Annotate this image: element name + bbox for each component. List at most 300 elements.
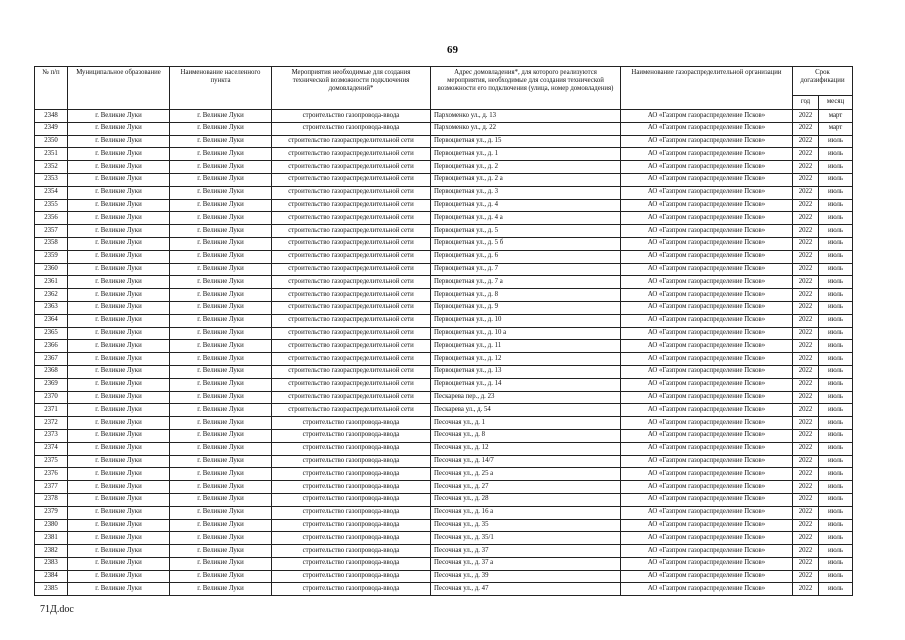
cell-organization: АО «Газпром газораспределение Псков» xyxy=(621,301,793,314)
cell-municipality: г. Великие Луки xyxy=(68,532,170,545)
cell-organization: АО «Газпром газораспределение Псков» xyxy=(621,429,793,442)
cell-settlement: г. Великие Луки xyxy=(170,199,272,212)
cell-address: Песочная ул., д. 37 а xyxy=(431,557,621,570)
cell-settlement: г. Великие Луки xyxy=(170,455,272,468)
cell-month: июль xyxy=(819,327,853,340)
cell-organization: АО «Газпром газораспределение Псков» xyxy=(621,353,793,366)
table-row xyxy=(35,583,853,596)
cell-organization: АО «Газпром газораспределение Псков» xyxy=(621,532,793,545)
cell-organization: АО «Газпром газораспределение Псков» xyxy=(621,442,793,455)
cell-num: 2360 xyxy=(35,263,68,276)
cell-organization: АО «Газпром газораспределение Псков» xyxy=(621,199,793,212)
cell-address: Первоцветная ул., д. 4 а xyxy=(431,212,621,225)
cell-num: 2380 xyxy=(35,519,68,532)
cell-settlement: г. Великие Луки xyxy=(170,186,272,199)
cell-organization: АО «Газпром газораспределение Псков» xyxy=(621,250,793,263)
cell-num: 2374 xyxy=(35,442,68,455)
cell-municipality: г. Великие Луки xyxy=(68,250,170,263)
cell-num: 2376 xyxy=(35,468,68,481)
cell-settlement: г. Великие Луки xyxy=(170,263,272,276)
cell-municipality: г. Великие Луки xyxy=(68,442,170,455)
cell-address: Песочная ул., д. 1 xyxy=(431,417,621,430)
cell-measure: строительство газораспределительной сети xyxy=(272,161,431,174)
cell-year: 2022 xyxy=(793,250,819,263)
cell-municipality: г. Великие Луки xyxy=(68,289,170,302)
cell-municipality: г. Великие Луки xyxy=(68,391,170,404)
cell-measure: строительство газопровода-ввода xyxy=(272,481,431,494)
table-row xyxy=(35,135,853,148)
cell-month: июль xyxy=(819,135,853,148)
cell-num: 2359 xyxy=(35,250,68,263)
table-row xyxy=(35,557,853,570)
gasification-table xyxy=(34,66,853,596)
cell-measure: строительство газораспределительной сети xyxy=(272,391,431,404)
cell-month: март xyxy=(819,122,853,135)
cell-year: 2022 xyxy=(793,199,819,212)
cell-organization: АО «Газпром газораспределение Псков» xyxy=(621,519,793,532)
table-row xyxy=(35,276,853,289)
cell-municipality: г. Великие Луки xyxy=(68,365,170,378)
cell-organization: АО «Газпром газораспределение Псков» xyxy=(621,276,793,289)
cell-organization: АО «Газпром газораспределение Псков» xyxy=(621,263,793,276)
cell-address: Первоцветная ул., д. 9 xyxy=(431,301,621,314)
cell-municipality: г. Великие Луки xyxy=(68,327,170,340)
cell-month: июль xyxy=(819,493,853,506)
cell-month: июль xyxy=(819,173,853,186)
cell-year: 2022 xyxy=(793,417,819,430)
cell-num: 2355 xyxy=(35,199,68,212)
cell-year: 2022 xyxy=(793,135,819,148)
cell-municipality: г. Великие Луки xyxy=(68,199,170,212)
cell-organization: АО «Газпром газораспределение Псков» xyxy=(621,506,793,519)
cell-year: 2022 xyxy=(793,545,819,558)
cell-year: 2022 xyxy=(793,378,819,391)
cell-measure: строительство газораспределительной сети xyxy=(272,212,431,225)
cell-num: 2349 xyxy=(35,122,68,135)
cell-num: 2354 xyxy=(35,186,68,199)
cell-month: июль xyxy=(819,225,853,238)
cell-month: июль xyxy=(819,404,853,417)
cell-municipality: г. Великие Луки xyxy=(68,161,170,174)
cell-month: июль xyxy=(819,250,853,263)
cell-address: Первоцветная ул., д. 6 xyxy=(431,250,621,263)
table-row xyxy=(35,173,853,186)
cell-year: 2022 xyxy=(793,263,819,276)
cell-num: 2381 xyxy=(35,532,68,545)
cell-year: 2022 xyxy=(793,212,819,225)
table-row xyxy=(35,186,853,199)
cell-measure: строительство газораспределительной сети xyxy=(272,263,431,276)
cell-measure: строительство газораспределительной сети xyxy=(272,404,431,417)
cell-settlement: г. Великие Луки xyxy=(170,289,272,302)
cell-settlement: г. Великие Луки xyxy=(170,545,272,558)
cell-measure: строительство газораспределительной сети xyxy=(272,148,431,161)
cell-address: Первоцветная ул., д. 8 xyxy=(431,289,621,302)
cell-municipality: г. Великие Луки xyxy=(68,557,170,570)
table-row xyxy=(35,493,853,506)
table-row xyxy=(35,225,853,238)
cell-num: 2366 xyxy=(35,340,68,353)
cell-measure: строительство газораспределительной сети xyxy=(272,353,431,366)
cell-organization: АО «Газпром газораспределение Псков» xyxy=(621,327,793,340)
cell-address: Первоцветная ул., д. 5 б xyxy=(431,237,621,250)
cell-organization: АО «Газпром газораспределение Псков» xyxy=(621,173,793,186)
cell-municipality: г. Великие Луки xyxy=(68,493,170,506)
cell-settlement: г. Великие Луки xyxy=(170,327,272,340)
cell-num: 2371 xyxy=(35,404,68,417)
cell-municipality: г. Великие Луки xyxy=(68,506,170,519)
cell-year: 2022 xyxy=(793,391,819,404)
cell-month: июль xyxy=(819,545,853,558)
cell-municipality: г. Великие Луки xyxy=(68,481,170,494)
cell-municipality: г. Великие Луки xyxy=(68,212,170,225)
cell-settlement: г. Великие Луки xyxy=(170,340,272,353)
cell-address: Песочная ул., д. 28 xyxy=(431,493,621,506)
cell-address: Первоцветная ул., д. 3 xyxy=(431,186,621,199)
cell-month: июль xyxy=(819,340,853,353)
cell-num: 2356 xyxy=(35,212,68,225)
cell-num: 2364 xyxy=(35,314,68,327)
cell-municipality: г. Великие Луки xyxy=(68,173,170,186)
cell-settlement: г. Великие Луки xyxy=(170,365,272,378)
cell-address: Песочная ул., д. 35/1 xyxy=(431,532,621,545)
table-row xyxy=(35,417,853,430)
cell-measure: строительство газораспределительной сети xyxy=(272,276,431,289)
cell-year: 2022 xyxy=(793,289,819,302)
cell-num: 2361 xyxy=(35,276,68,289)
cell-address: Песочная ул., д. 37 xyxy=(431,545,621,558)
cell-organization: АО «Газпром газораспределение Псков» xyxy=(621,340,793,353)
cell-measure: строительство газопровода-ввода xyxy=(272,545,431,558)
cell-address: Песочная ул., д. 27 xyxy=(431,481,621,494)
table-row xyxy=(35,455,853,468)
cell-year: 2022 xyxy=(793,237,819,250)
cell-month: июль xyxy=(819,519,853,532)
cell-measure: строительство газопровода-ввода xyxy=(272,493,431,506)
cell-measure: строительство газораспределительной сети xyxy=(272,340,431,353)
cell-municipality: г. Великие Луки xyxy=(68,353,170,366)
cell-month: июль xyxy=(819,148,853,161)
table-row xyxy=(35,340,853,353)
table-row xyxy=(35,237,853,250)
table-row xyxy=(35,289,853,302)
table-row xyxy=(35,122,853,135)
cell-address: Песочная ул., д. 16 а xyxy=(431,506,621,519)
cell-month: июль xyxy=(819,442,853,455)
cell-municipality: г. Великие Луки xyxy=(68,110,170,123)
cell-settlement: г. Великие Луки xyxy=(170,532,272,545)
cell-settlement: г. Великие Луки xyxy=(170,353,272,366)
cell-month: июль xyxy=(819,365,853,378)
table-row xyxy=(35,365,853,378)
cell-address: Пескарева ул., д. 54 xyxy=(431,404,621,417)
cell-settlement: г. Великие Луки xyxy=(170,135,272,148)
cell-organization: АО «Газпром газораспределение Псков» xyxy=(621,391,793,404)
header-organization: Наименование газораспределительной организации xyxy=(621,67,793,110)
cell-address: Пархоменко ул., д. 22 xyxy=(431,122,621,135)
cell-year: 2022 xyxy=(793,468,819,481)
cell-month: июль xyxy=(819,212,853,225)
cell-month: июль xyxy=(819,186,853,199)
cell-organization: АО «Газпром газораспределение Псков» xyxy=(621,481,793,494)
cell-address: Первоцветная ул., д. 7 а xyxy=(431,276,621,289)
cell-year: 2022 xyxy=(793,365,819,378)
cell-measure: строительство газопровода-ввода xyxy=(272,429,431,442)
cell-year: 2022 xyxy=(793,327,819,340)
cell-num: 2385 xyxy=(35,583,68,596)
cell-measure: строительство газораспределительной сети xyxy=(272,250,431,263)
cell-organization: АО «Газпром газораспределение Псков» xyxy=(621,289,793,302)
cell-month: июль xyxy=(819,289,853,302)
cell-organization: АО «Газпром газораспределение Псков» xyxy=(621,455,793,468)
cell-num: 2362 xyxy=(35,289,68,302)
table-row xyxy=(35,404,853,417)
page-number: 69 xyxy=(447,44,458,56)
cell-measure: строительство газораспределительной сети xyxy=(272,327,431,340)
cell-organization: АО «Газпром газораспределение Псков» xyxy=(621,557,793,570)
cell-num: 2350 xyxy=(35,135,68,148)
cell-num: 2357 xyxy=(35,225,68,238)
cell-year: 2022 xyxy=(793,173,819,186)
cell-month: март xyxy=(819,110,853,123)
cell-municipality: г. Великие Луки xyxy=(68,583,170,596)
cell-measure: строительство газораспределительной сети xyxy=(272,365,431,378)
table-row xyxy=(35,250,853,263)
table-row xyxy=(35,148,853,161)
cell-num: 2377 xyxy=(35,481,68,494)
cell-municipality: г. Великие Луки xyxy=(68,429,170,442)
cell-settlement: г. Великие Луки xyxy=(170,276,272,289)
cell-measure: строительство газопровода-ввода xyxy=(272,442,431,455)
cell-num: 2379 xyxy=(35,506,68,519)
cell-address: Первоцветная ул., д. 14 xyxy=(431,378,621,391)
cell-organization: АО «Газпром газораспределение Псков» xyxy=(621,365,793,378)
cell-organization: АО «Газпром газораспределение Псков» xyxy=(621,545,793,558)
cell-municipality: г. Великие Луки xyxy=(68,186,170,199)
cell-address: Первоцветная ул., д. 7 xyxy=(431,263,621,276)
cell-measure: строительство газопровода-ввода xyxy=(272,468,431,481)
cell-settlement: г. Великие Луки xyxy=(170,250,272,263)
cell-month: июль xyxy=(819,455,853,468)
cell-settlement: г. Великие Луки xyxy=(170,417,272,430)
table-row xyxy=(35,161,853,174)
cell-settlement: г. Великие Луки xyxy=(170,506,272,519)
cell-settlement: г. Великие Луки xyxy=(170,570,272,583)
cell-settlement: г. Великие Луки xyxy=(170,404,272,417)
cell-measure: строительство газораспределительной сети xyxy=(272,135,431,148)
cell-settlement: г. Великие Луки xyxy=(170,314,272,327)
table-row xyxy=(35,314,853,327)
cell-settlement: г. Великие Луки xyxy=(170,110,272,123)
cell-organization: АО «Газпром газораспределение Псков» xyxy=(621,404,793,417)
cell-month: июль xyxy=(819,301,853,314)
cell-settlement: г. Великие Луки xyxy=(170,557,272,570)
cell-municipality: г. Великие Луки xyxy=(68,225,170,238)
cell-num: 2368 xyxy=(35,365,68,378)
cell-year: 2022 xyxy=(793,557,819,570)
table-row xyxy=(35,199,853,212)
cell-organization: АО «Газпром газораспределение Псков» xyxy=(621,148,793,161)
cell-month: июль xyxy=(819,353,853,366)
cell-settlement: г. Великие Луки xyxy=(170,429,272,442)
header-num: № п/п xyxy=(35,67,68,110)
cell-municipality: г. Великие Луки xyxy=(68,468,170,481)
cell-municipality: г. Великие Луки xyxy=(68,276,170,289)
cell-municipality: г. Великие Луки xyxy=(68,263,170,276)
header-municipality: Муниципальное образование xyxy=(68,67,170,110)
cell-measure: строительство газопровода-ввода xyxy=(272,557,431,570)
cell-year: 2022 xyxy=(793,161,819,174)
cell-organization: АО «Газпром газораспределение Псков» xyxy=(621,570,793,583)
cell-settlement: г. Великие Луки xyxy=(170,391,272,404)
cell-municipality: г. Великие Луки xyxy=(68,237,170,250)
cell-measure: строительство газопровода-ввода xyxy=(272,110,431,123)
cell-year: 2022 xyxy=(793,532,819,545)
cell-year: 2022 xyxy=(793,583,819,596)
cell-year: 2022 xyxy=(793,122,819,135)
table-row xyxy=(35,468,853,481)
cell-organization: АО «Газпром газораспределение Псков» xyxy=(621,493,793,506)
cell-year: 2022 xyxy=(793,301,819,314)
cell-year: 2022 xyxy=(793,148,819,161)
table-body xyxy=(35,110,853,596)
table-row xyxy=(35,570,853,583)
cell-settlement: г. Великие Луки xyxy=(170,583,272,596)
cell-organization: АО «Газпром газораспределение Псков» xyxy=(621,212,793,225)
cell-address: Первоцветная ул., д. 11 xyxy=(431,340,621,353)
table-row xyxy=(35,442,853,455)
cell-num: 2353 xyxy=(35,173,68,186)
cell-measure: строительство газораспределительной сети xyxy=(272,314,431,327)
cell-municipality: г. Великие Луки xyxy=(68,340,170,353)
cell-num: 2370 xyxy=(35,391,68,404)
header-address: Адрес домовладения*, для которого реализуются мероприятия, необходимые для создания технической возможности его подключения (улица, номер домовладения) xyxy=(431,67,621,110)
cell-year: 2022 xyxy=(793,429,819,442)
cell-settlement: г. Великие Луки xyxy=(170,225,272,238)
cell-address: Песочная ул., д. 12 xyxy=(431,442,621,455)
cell-municipality: г. Великие Луки xyxy=(68,570,170,583)
cell-month: июль xyxy=(819,237,853,250)
cell-year: 2022 xyxy=(793,570,819,583)
cell-num: 2373 xyxy=(35,429,68,442)
cell-address: Песочная ул., д. 35 xyxy=(431,519,621,532)
cell-municipality: г. Великие Луки xyxy=(68,314,170,327)
cell-measure: строительство газораспределительной сети xyxy=(272,237,431,250)
cell-measure: строительство газопровода-ввода xyxy=(272,417,431,430)
cell-address: Первоцветная ул., д. 5 xyxy=(431,225,621,238)
cell-measure: строительство газораспределительной сети xyxy=(272,199,431,212)
cell-year: 2022 xyxy=(793,455,819,468)
cell-year: 2022 xyxy=(793,519,819,532)
cell-year: 2022 xyxy=(793,481,819,494)
table-row xyxy=(35,301,853,314)
cell-address: Песочная ул., д. 14/7 xyxy=(431,455,621,468)
cell-num: 2351 xyxy=(35,148,68,161)
header-year: год xyxy=(793,96,819,110)
table-row xyxy=(35,327,853,340)
cell-municipality: г. Великие Луки xyxy=(68,519,170,532)
cell-settlement: г. Великие Луки xyxy=(170,212,272,225)
cell-measure: строительство газопровода-ввода xyxy=(272,122,431,135)
cell-measure: строительство газопровода-ввода xyxy=(272,455,431,468)
cell-num: 2384 xyxy=(35,570,68,583)
cell-month: июль xyxy=(819,378,853,391)
cell-measure: строительство газораспределительной сети xyxy=(272,289,431,302)
table-row xyxy=(35,378,853,391)
cell-settlement: г. Великие Луки xyxy=(170,237,272,250)
cell-organization: АО «Газпром газораспределение Псков» xyxy=(621,378,793,391)
cell-settlement: г. Великие Луки xyxy=(170,173,272,186)
cell-municipality: г. Великие Луки xyxy=(68,455,170,468)
cell-settlement: г. Великие Луки xyxy=(170,301,272,314)
cell-organization: АО «Газпром газораспределение Псков» xyxy=(621,122,793,135)
cell-address: Первоцветная ул., д. 2 xyxy=(431,161,621,174)
cell-year: 2022 xyxy=(793,314,819,327)
cell-num: 2348 xyxy=(35,110,68,123)
cell-settlement: г. Великие Луки xyxy=(170,148,272,161)
cell-num: 2358 xyxy=(35,237,68,250)
cell-month: июль xyxy=(819,468,853,481)
cell-address: Первоцветная ул., д. 4 xyxy=(431,199,621,212)
table-row xyxy=(35,353,853,366)
cell-address: Первоцветная ул., д. 10 xyxy=(431,314,621,327)
table-row xyxy=(35,391,853,404)
cell-measure: строительство газораспределительной сети xyxy=(272,186,431,199)
cell-year: 2022 xyxy=(793,276,819,289)
cell-year: 2022 xyxy=(793,442,819,455)
cell-num: 2375 xyxy=(35,455,68,468)
footer-filename: 71Д.doc xyxy=(40,604,74,615)
table-row xyxy=(35,110,853,123)
cell-year: 2022 xyxy=(793,506,819,519)
cell-month: июль xyxy=(819,263,853,276)
cell-address: Песочная ул., д. 8 xyxy=(431,429,621,442)
cell-num: 2365 xyxy=(35,327,68,340)
header-settlement: Наименование населенного пункта xyxy=(170,67,272,110)
cell-num: 2382 xyxy=(35,545,68,558)
cell-address: Пескарева пер., д. 23 xyxy=(431,391,621,404)
cell-settlement: г. Великие Луки xyxy=(170,481,272,494)
cell-municipality: г. Великие Луки xyxy=(68,301,170,314)
cell-month: июль xyxy=(819,161,853,174)
cell-year: 2022 xyxy=(793,404,819,417)
cell-year: 2022 xyxy=(793,225,819,238)
cell-municipality: г. Великие Луки xyxy=(68,148,170,161)
cell-month: июль xyxy=(819,417,853,430)
cell-num: 2378 xyxy=(35,493,68,506)
cell-month: июль xyxy=(819,276,853,289)
cell-num: 2369 xyxy=(35,378,68,391)
cell-num: 2367 xyxy=(35,353,68,366)
cell-municipality: г. Великие Луки xyxy=(68,135,170,148)
cell-measure: строительство газораспределительной сети xyxy=(272,225,431,238)
header-measures: Мероприятия необходимые для создания технической возможности подключения домовладений* xyxy=(272,67,431,110)
cell-organization: АО «Газпром газораспределение Псков» xyxy=(621,225,793,238)
cell-measure: строительство газопровода-ввода xyxy=(272,506,431,519)
cell-organization: АО «Газпром газораспределение Псков» xyxy=(621,314,793,327)
cell-month: июль xyxy=(819,429,853,442)
table-header xyxy=(35,67,853,110)
cell-address: Первоцветная ул., д. 13 xyxy=(431,365,621,378)
cell-month: июль xyxy=(819,199,853,212)
table-row xyxy=(35,532,853,545)
cell-organization: АО «Газпром газораспределение Псков» xyxy=(621,186,793,199)
table-row xyxy=(35,545,853,558)
cell-year: 2022 xyxy=(793,353,819,366)
cell-year: 2022 xyxy=(793,340,819,353)
table-row xyxy=(35,506,853,519)
cell-measure: строительство газораспределительной сети xyxy=(272,301,431,314)
